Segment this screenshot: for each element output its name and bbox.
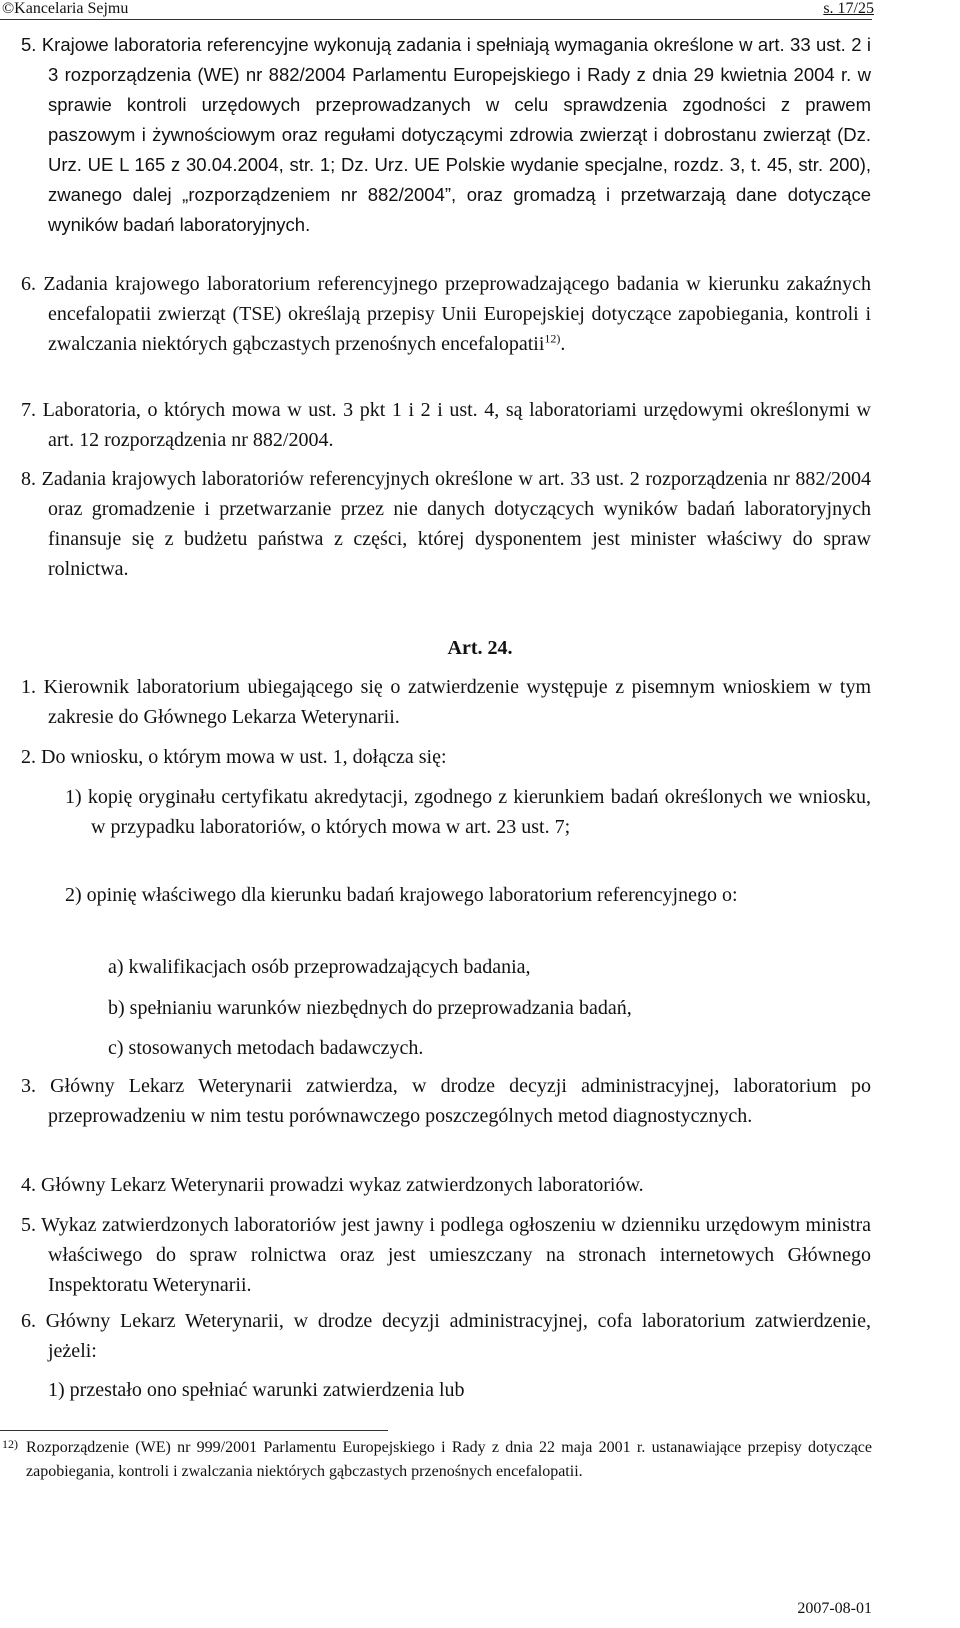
- footnote-ref[interactable]: 12): [544, 331, 561, 346]
- header-divider: [0, 19, 872, 20]
- copyright-label: ©Kancelaria Sejmu: [2, 0, 129, 17]
- page-header: [0, 0, 960, 20]
- article-para-2-item-2: 2) opinię właściwego dla kierunku badań krajowego laboratorium referencyjnego o:: [65, 884, 738, 906]
- article-para-5: 5. Wykaz zatwierdzonych laboratoriów jest jawny i podlega ogłoszeniu w dzienniku urzędowym ministra właściwego do spraw rolnictwa oraz jest umieszczany na stronach internetowych Głównego Inspektoratu Weterynarii.: [21, 1214, 871, 1296]
- page-number: s. 17/25: [823, 0, 874, 17]
- article-para-4: 4. Główny Lekarz Weterynarii prowadzi wykaz zatwierdzonych laboratoriów.: [21, 1174, 644, 1196]
- article-para-6-item-1: 1) przestało ono spełniać warunki zatwierdzenia lub: [48, 1379, 465, 1401]
- footnote-text: Rozporządzenie (WE) nr 999/2001 Parlamentu Europejskiego i Rady z dnia 22 maja 2001 r. ustanawiające przepisy dotyczące zapobiegania, kontroli i zwalczania niektórych gąbczastych przenośnych encefalopatii.: [26, 1439, 872, 1480]
- footnote: [0, 1436, 872, 1484]
- article-para-1: 1. Kierownik laboratorium ubiegającego się o zatwierdzenie występuje z pisemnym wnioskiem w tym zakresie do Głównego Lekarza Weterynarii.: [21, 676, 871, 728]
- article-para-2-item-1: 1) kopię oryginału certyfikatu akredytacji, zgodnego z kierunkiem badań określonych we wniosku, w przypadku laboratoriów, o których mowa w art. 23 ust. 7;: [65, 786, 871, 838]
- article-para-2-letter-c: c) stosowanych metodach badawczych.: [108, 1037, 424, 1059]
- footnote-divider: [0, 1430, 388, 1431]
- article-para-2: 2. Do wniosku, o którym mowa w ust. 1, dołącza się:: [21, 746, 447, 768]
- paragraph-5: 5. Krajowe laboratoria referencyjne wykonują zadania i spełniają wymagania określone w art. 33 ust. 2 i 3 rozporządzenia (WE) nr 882/2004 Parlamentu Europejskiego i Rady z dnia 29 kwietnia 2004 r. w sprawie kontroli urzędowych przeprowadzanych w celu sprawdzenia zgodności z prawem paszowym i żywnościowym oraz regułami dotyczącymi zdrowia zwierząt i dobrostanu zwierząt (Dz. Urz. UE L 165 z 30.04.2004, str. 1; Dz. Urz. UE Polskie wydanie specjalne, rozdz. 3, t. 45, str. 200), zwanego dalej „rozporządzeniem nr 882/2004”, oraz gromadzą i przetwarzają dane dotyczące wyników badań laboratoryjnych.: [21, 34, 871, 235]
- footnote-mark: 12): [2, 1437, 18, 1451]
- paragraph-7: 7. Laboratoria, o których mowa w ust. 3 pkt 1 i 2 i ust. 4, są laboratoriami urzędowymi określonymi w art. 12 rozporządzenia nr 882/2004.: [21, 399, 871, 451]
- article-para-6: 6. Główny Lekarz Weterynarii, w drodze decyzji administracyjnej, cofa laboratorium zatwierdzenie, jeżeli:: [21, 1310, 871, 1362]
- footer-date: 2007-08-01: [797, 1600, 872, 1617]
- article-para-3: 3. Główny Lekarz Weterynarii zatwierdza, w drodze decyzji administracyjnej, laboratorium po przeprowadzeniu w nim testu porównawczego poszczególnych metod diagnostycznych.: [21, 1075, 871, 1127]
- article-para-2-letter-b: b) spełnianiu warunków niezbędnych do przeprowadzania badań,: [108, 997, 632, 1019]
- paragraph-8: 8. Zadania krajowych laboratoriów referencyjnych określone w art. 33 ust. 2 rozporządzenia nr 882/2004 oraz gromadzenie i przetwarzanie przez nie danych dotyczących wyników badań laboratoryjnych finansuje się z budżetu państwa z części, której dysponentem jest minister właściwy do spraw rolnictwa.: [21, 468, 871, 580]
- article-para-2-letter-a: a) kwalifikacjach osób przeprowadzających badania,: [108, 956, 531, 978]
- article-title: Art. 24.: [447, 637, 513, 659]
- paragraph-6: 6. Zadania krajowego laboratorium referencyjnego przeprowadzającego badania w kierunku zakaźnych encefalopatii zwierząt (TSE) określają przepisy Unii Europejskiej dotyczące zapobiegania, kontroli i zwalczania niektórych gąbczastych przenośnych encefalopatii$^{12)}$.: [21, 273, 871, 355]
